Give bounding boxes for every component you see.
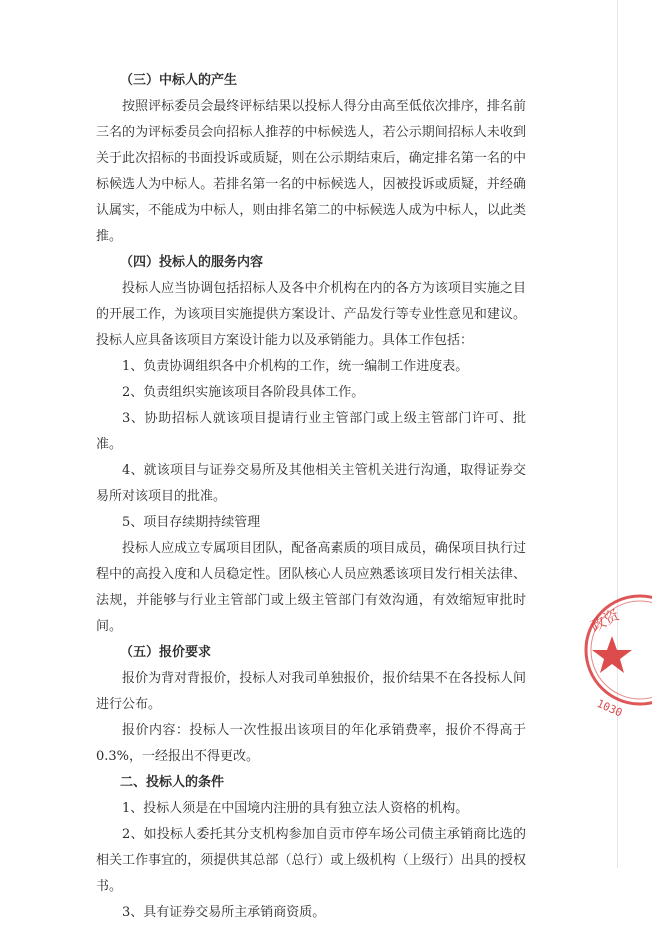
list-item: 1、负责协调组织各中介机构的工作，统一编制工作进度表。	[122, 359, 469, 374]
section-heading-3: （三）中标人的产生	[120, 73, 238, 88]
official-seal-stamp	[582, 588, 652, 718]
svg-text:政资: 政资	[587, 605, 623, 636]
list-item: 1、投标人须是在中国境内注册的具有独立法人资格的机构。	[122, 801, 469, 816]
part-heading-2: 二、投标人的条件	[120, 775, 225, 790]
section-heading-5: （五）报价要求	[120, 645, 212, 660]
seal-star-icon	[592, 636, 632, 673]
list-item: 2、负责组织实施该项目各阶段具体工作。	[122, 385, 365, 400]
list-item: 4、就该项目与证券交易所及其他相关主管机关进行沟通，取得证券交易所对该项目的批准。	[96, 463, 526, 504]
paragraph: 投标人应成立专属项目团队，配备高素质的项目成员，确保项目执行过程中的高投入度和人员稳定性。团队核心人员应熟悉该项目发行相关法律、法规，并能够与行业主管部门或上级主管部门有效沟通，有效缩短审批时间。	[96, 541, 526, 634]
list-item: 2、如投标人委托其分支机构参加自贡市停车场公司债主承销商比选的相关工作事宜的，须提供其总部（总行）或上级机构（上级行）出具的授权书。	[96, 827, 526, 894]
paragraph: 投标人应当协调包括招标人及各中介机构在内的各方为该项目实施之目的开展工作，为该项目实施提供方案设计、产品发行等专业性意见和建议。投标人应具备该项目方案设计能力以及承销能力。具体工作包括：	[96, 281, 526, 348]
paragraph: 报价内容：投标人一次性报出该项目的年化承销费率，报价不得高于 0.3%，一经报出不得更改。	[96, 723, 526, 764]
svg-text:1030: 1030	[594, 696, 625, 720]
paragraph: 按照评标委员会最终评标结果以投标人得分由高至低依次排序，排名前三名的为评标委员会向招标人推荐的中标候选人，若公示期间招标人未收到关于此次招标的书面投诉或质疑，则在公示期结束后，确定排名第一名的中标候选人为中标人。若排名第一名的中标候选人，因被投诉或质疑，并经确认属实，不能成为中标人，则由排名第二的中标候选人成为中标人，以此类推。	[96, 99, 526, 244]
list-item: 5、项目存续期持续管理	[122, 515, 261, 530]
section-heading-4: （四）投标人的服务内容	[120, 255, 264, 270]
list-item: 3、具有证券交易所主承销商资质。	[122, 905, 326, 920]
paragraph: 报价为背对背报价，投标人对我司单独报价，报价结果不在各投标人间进行公布。	[96, 671, 526, 712]
list-item: 3、协助招标人就该项目提请行业主管部门或上级主管部门许可、批准。	[96, 411, 526, 452]
document-body	[96, 68, 526, 926]
